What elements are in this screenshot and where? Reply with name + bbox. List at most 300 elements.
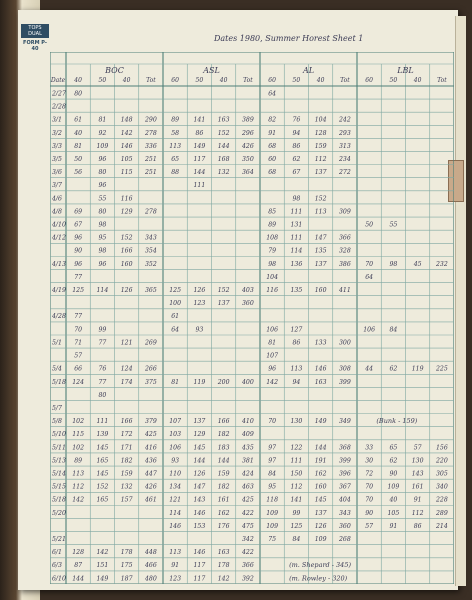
data-cell: 161 xyxy=(411,483,424,491)
data-cell: 232 xyxy=(435,260,448,268)
data-cell: 98 xyxy=(292,195,301,203)
data-cell: 133 xyxy=(314,339,327,347)
data-cell: 166 xyxy=(120,418,133,426)
data-cell: 178 xyxy=(217,562,230,570)
data-cell: 163 xyxy=(217,549,230,557)
data-cell: 159 xyxy=(120,470,133,478)
data-cell: 328 xyxy=(338,247,351,255)
data-cell: 115 xyxy=(72,431,85,439)
data-cell: 69 xyxy=(74,208,83,216)
data-cell: 475 xyxy=(241,522,254,530)
data-cell: 113 xyxy=(169,142,182,150)
date-column-header: Date xyxy=(50,77,66,84)
data-cell: 137 xyxy=(314,169,327,177)
data-cell: 96 xyxy=(74,234,83,242)
data-cell: 162 xyxy=(217,509,230,517)
data-cell: 148 xyxy=(120,116,133,124)
data-cell: 61 xyxy=(74,116,83,124)
data-cell: 300 xyxy=(338,339,351,347)
data-cell: 99 xyxy=(98,326,107,334)
data-cell: 84 xyxy=(292,536,301,544)
data-cell: 422 xyxy=(241,509,254,517)
row-date: 4/8 xyxy=(52,208,62,216)
data-cell: 124 xyxy=(72,378,85,386)
data-cell: 157 xyxy=(120,496,133,504)
margin-note-bunk: (Bunk - 159) xyxy=(376,417,418,426)
column-header: 40 xyxy=(74,77,82,84)
row-date: 3/1 xyxy=(52,116,62,124)
data-cell: 123 xyxy=(193,300,206,308)
data-cell: 70 xyxy=(74,326,83,334)
data-cell: 272 xyxy=(338,169,351,177)
row-date: 5/4 xyxy=(52,365,62,373)
data-cell: 67 xyxy=(292,169,301,177)
data-cell: 214 xyxy=(435,522,448,530)
data-cell: 90 xyxy=(365,509,374,517)
data-cell: 106 xyxy=(169,444,182,452)
data-cell: 125 xyxy=(290,522,303,530)
data-cell: 58 xyxy=(171,129,180,137)
data-cell: 480 xyxy=(144,575,157,583)
data-cell: 296 xyxy=(241,129,254,137)
data-cell: 80 xyxy=(74,90,83,98)
data-cell: 111 xyxy=(290,234,303,242)
data-cell: 182 xyxy=(120,457,133,465)
data-cell: 365 xyxy=(144,287,157,295)
data-cell: 89 xyxy=(268,221,277,229)
group-header-lbl: LBL xyxy=(397,66,414,75)
data-cell: 145 xyxy=(193,444,206,452)
data-cell: 132 xyxy=(217,169,230,177)
data-cell: 166 xyxy=(217,418,230,426)
data-cell: 340 xyxy=(435,483,448,491)
data-cell: 98 xyxy=(389,260,398,268)
data-cell: 68 xyxy=(268,142,277,150)
data-cell: 65 xyxy=(171,155,180,163)
data-cell: 425 xyxy=(241,496,254,504)
data-cell: 251 xyxy=(144,155,157,163)
data-cell: 146 xyxy=(193,549,206,557)
data-cell: 447 xyxy=(144,470,157,478)
data-cell: 400 xyxy=(241,378,254,386)
data-cell: 141 xyxy=(193,116,206,124)
data-cell: 104 xyxy=(266,273,279,281)
data-cell: 152 xyxy=(96,483,109,491)
data-cell: 117 xyxy=(193,155,206,163)
data-cell: 112 xyxy=(314,155,327,163)
data-cell: 160 xyxy=(314,287,327,295)
data-cell: 126 xyxy=(193,470,206,478)
data-cell: 77 xyxy=(98,339,107,347)
column-header: 60 xyxy=(268,77,276,84)
data-cell: 96 xyxy=(268,365,277,373)
data-cell: 86 xyxy=(292,142,301,150)
data-cell: 151 xyxy=(96,562,109,570)
data-cell: 147 xyxy=(314,234,327,242)
data-cell: 375 xyxy=(144,378,157,386)
data-cell: 40 xyxy=(389,496,398,504)
data-cell: 112 xyxy=(72,483,85,491)
row-date: 4/28 xyxy=(52,313,66,321)
data-cell: 113 xyxy=(169,549,182,557)
data-cell: 399 xyxy=(338,378,351,386)
row-date: 5/14 xyxy=(52,470,66,478)
data-cell: 404 xyxy=(338,496,351,504)
data-cell: 111 xyxy=(193,182,206,190)
column-header: 40 xyxy=(413,77,422,84)
data-cell: 86 xyxy=(195,129,204,137)
data-cell: 91 xyxy=(389,522,398,530)
row-date: 3/3 xyxy=(52,142,62,150)
data-cell: 349 xyxy=(338,418,351,426)
data-cell: 125 xyxy=(72,287,85,295)
data-cell: 84 xyxy=(268,470,277,478)
data-cell: 33 xyxy=(365,444,374,452)
data-cell: 121 xyxy=(169,496,182,504)
column-header: 60 xyxy=(365,77,373,84)
data-cell: 389 xyxy=(241,116,254,124)
row-date: 5/10 xyxy=(52,431,66,439)
data-cell: 152 xyxy=(120,234,133,242)
data-cell: 379 xyxy=(144,418,157,426)
data-cell: 50 xyxy=(74,155,83,163)
data-cell: 91 xyxy=(268,129,277,137)
data-cell: 137 xyxy=(314,260,327,268)
data-cell: 129 xyxy=(120,208,133,216)
data-cell: 92 xyxy=(98,129,107,137)
data-cell: 146 xyxy=(193,509,206,517)
data-cell: 368 xyxy=(338,444,351,452)
data-cell: 100 xyxy=(169,300,182,308)
data-cell: 305 xyxy=(435,470,448,478)
data-cell: 162 xyxy=(314,470,327,478)
row-date: 5/21 xyxy=(52,536,66,544)
data-cell: 87 xyxy=(74,562,83,570)
data-cell: 182 xyxy=(217,431,230,439)
data-cell: 174 xyxy=(120,378,133,386)
data-cell: 251 xyxy=(144,169,157,177)
data-cell: 107 xyxy=(169,418,182,426)
data-cell: 64 xyxy=(171,326,180,334)
data-cell: 220 xyxy=(435,457,448,465)
row-date: 4/6 xyxy=(52,195,62,203)
data-cell: 366 xyxy=(241,562,254,570)
data-cell: 182 xyxy=(217,483,230,491)
data-cell: 72 xyxy=(365,470,374,478)
data-cell: 90 xyxy=(389,470,398,478)
data-cell: 67 xyxy=(74,221,83,229)
data-cell: 135 xyxy=(290,287,303,295)
data-cell: 80 xyxy=(98,169,107,177)
data-cell: 146 xyxy=(314,365,327,373)
row-date: 3/7 xyxy=(52,182,62,190)
data-cell: 71 xyxy=(74,339,83,347)
data-cell: 278 xyxy=(144,208,157,216)
data-cell: 76 xyxy=(292,116,301,124)
data-cell: 160 xyxy=(314,483,327,491)
data-cell: 55 xyxy=(389,221,398,229)
data-cell: 106 xyxy=(266,326,279,334)
row-date: 4/19 xyxy=(52,287,66,295)
data-cell: 125 xyxy=(169,287,182,295)
column-header: Tot xyxy=(146,77,156,84)
data-cell: 130 xyxy=(411,457,424,465)
data-cell: 141 xyxy=(290,496,303,504)
data-cell: 62 xyxy=(389,457,398,465)
data-cell: 142 xyxy=(72,496,85,504)
data-cell: 77 xyxy=(74,273,83,281)
data-cell: 109 xyxy=(387,483,400,491)
data-cell: 144 xyxy=(217,457,230,465)
data-cell: 95 xyxy=(98,234,107,242)
data-cell: 105 xyxy=(387,509,400,517)
data-cell: 96 xyxy=(98,260,107,268)
column-header: 40 xyxy=(219,77,228,84)
data-cell: 360 xyxy=(241,300,254,308)
data-cell: 94 xyxy=(292,378,301,386)
data-cell: 111 xyxy=(290,208,303,216)
data-cell: 55 xyxy=(98,195,107,203)
data-cell: 108 xyxy=(266,234,279,242)
data-cell: 95 xyxy=(268,483,277,491)
row-date: 2/27 xyxy=(52,90,66,98)
data-cell: 98 xyxy=(268,260,277,268)
data-cell: 396 xyxy=(338,470,351,478)
data-cell: 81 xyxy=(171,378,180,386)
page-edge xyxy=(455,16,466,586)
data-cell: 308 xyxy=(338,365,351,373)
data-cell: 142 xyxy=(217,575,230,583)
data-cell: 118 xyxy=(266,496,279,504)
data-cell: 106 xyxy=(363,326,376,334)
column-header: Tot xyxy=(243,77,253,84)
data-cell: 422 xyxy=(241,549,254,557)
data-cell: 121 xyxy=(120,339,133,347)
data-cell: 62 xyxy=(292,155,301,163)
data-cell: 176 xyxy=(217,522,230,530)
data-cell: 144 xyxy=(217,142,230,150)
form-logo: TOPS DUAL xyxy=(21,24,49,38)
data-cell: 172 xyxy=(120,431,133,439)
data-cell: 70 xyxy=(365,483,374,491)
data-cell: 124 xyxy=(120,365,133,373)
data-cell: 161 xyxy=(217,496,230,504)
data-cell: 81 xyxy=(74,142,83,150)
data-cell: 137 xyxy=(193,418,206,426)
data-cell: 88 xyxy=(171,169,180,177)
data-cell: 128 xyxy=(314,129,327,137)
data-cell: 93 xyxy=(171,457,180,465)
data-cell: 137 xyxy=(314,509,327,517)
data-cell: 139 xyxy=(96,431,109,439)
group-header-asl: ASL xyxy=(203,66,220,75)
data-cell: 68 xyxy=(268,169,277,177)
data-cell: 354 xyxy=(144,247,157,255)
data-cell: 77 xyxy=(74,313,83,321)
data-cell: 80 xyxy=(98,208,107,216)
data-cell: 114 xyxy=(290,247,303,255)
data-cell: 171 xyxy=(120,444,133,452)
data-cell: 126 xyxy=(314,522,327,530)
data-cell: 103 xyxy=(169,431,182,439)
data-cell: 80 xyxy=(98,391,107,399)
data-cell: 30 xyxy=(365,457,374,465)
column-header: 50 xyxy=(292,77,301,84)
row-date: 6/3 xyxy=(52,562,62,570)
row-date: 6/10 xyxy=(52,575,66,583)
data-cell: 293 xyxy=(338,129,351,137)
row-date: 5/8 xyxy=(52,418,62,426)
data-cell: 96 xyxy=(74,260,83,268)
data-cell: 57 xyxy=(413,444,422,452)
data-cell: 114 xyxy=(96,287,109,295)
data-cell: 98 xyxy=(98,247,107,255)
data-cell: 64 xyxy=(365,273,374,281)
data-cell: 130 xyxy=(290,418,303,426)
data-cell: 61 xyxy=(171,313,180,321)
data-cell: 342 xyxy=(241,536,254,544)
data-cell: 269 xyxy=(144,339,157,347)
data-cell: 113 xyxy=(290,365,303,373)
data-cell: 153 xyxy=(193,522,206,530)
data-cell: 40 xyxy=(74,129,83,137)
data-cell: 145 xyxy=(96,444,109,452)
data-cell: 143 xyxy=(411,470,424,478)
data-cell: 91 xyxy=(171,562,180,570)
row-date: 5/1 xyxy=(52,339,62,347)
data-cell: 89 xyxy=(171,116,180,124)
data-cell: 117 xyxy=(193,562,206,570)
data-cell: 76 xyxy=(98,365,107,373)
data-cell: 115 xyxy=(120,169,133,177)
data-cell: 142 xyxy=(266,378,279,386)
data-cell: 99 xyxy=(292,509,301,517)
data-cell: 96 xyxy=(98,182,107,190)
data-cell: 144 xyxy=(314,444,327,452)
data-cell: 142 xyxy=(120,129,133,137)
data-cell: 70 xyxy=(365,496,374,504)
data-cell: 97 xyxy=(268,444,277,452)
row-date: 5/7 xyxy=(52,404,62,412)
data-cell: 91 xyxy=(413,496,422,504)
data-cell: 79 xyxy=(268,247,277,255)
data-cell: 123 xyxy=(169,575,182,583)
data-cell: 426 xyxy=(144,483,157,491)
data-cell: 146 xyxy=(120,142,133,150)
data-cell: 381 xyxy=(241,457,254,465)
data-cell: 84 xyxy=(389,326,398,334)
data-cell: 364 xyxy=(241,169,254,177)
data-cell: 64 xyxy=(268,90,277,98)
column-header: 40 xyxy=(316,77,325,84)
data-cell: 60 xyxy=(268,155,277,163)
data-cell: 145 xyxy=(314,496,327,504)
data-cell: 107 xyxy=(266,352,279,360)
data-cell: 116 xyxy=(120,195,133,203)
data-cell: 65 xyxy=(389,444,398,452)
data-cell: 425 xyxy=(144,431,157,439)
data-cell: 113 xyxy=(72,470,85,478)
data-cell: 104 xyxy=(314,116,327,124)
data-cell: 165 xyxy=(96,496,109,504)
data-cell: 119 xyxy=(411,365,424,373)
data-cell: 150 xyxy=(290,470,303,478)
data-cell: 463 xyxy=(241,483,254,491)
column-header: 60 xyxy=(171,77,179,84)
data-cell: 309 xyxy=(338,208,351,216)
data-cell: 159 xyxy=(217,470,230,478)
form-number: FORM P-40 xyxy=(23,40,47,52)
data-cell: 266 xyxy=(144,365,157,373)
data-cell: 187 xyxy=(120,575,133,583)
data-cell: 163 xyxy=(217,116,230,124)
data-cell: 416 xyxy=(144,444,157,452)
data-cell: 110 xyxy=(169,470,182,478)
data-cell: 116 xyxy=(266,287,279,295)
row-date: 4/12 xyxy=(52,234,66,242)
data-cell: 89 xyxy=(74,457,83,465)
data-cell: 146 xyxy=(169,522,182,530)
column-header: Tot xyxy=(340,77,350,84)
data-cell: 409 xyxy=(241,431,254,439)
data-cell: 435 xyxy=(241,444,254,452)
column-header: 50 xyxy=(195,77,204,84)
data-cell: 96 xyxy=(98,155,107,163)
data-cell: 448 xyxy=(144,549,157,557)
data-cell: 113 xyxy=(314,208,327,216)
data-cell: 137 xyxy=(217,300,230,308)
data-cell: 44 xyxy=(365,365,374,373)
data-cell: 81 xyxy=(268,339,277,347)
data-cell: 94 xyxy=(292,129,301,137)
data-cell: 128 xyxy=(72,549,85,557)
data-cell: 109 xyxy=(266,509,279,517)
ledger-grid xyxy=(50,52,454,588)
data-cell: 152 xyxy=(314,195,327,203)
row-date: 4/13 xyxy=(52,260,66,268)
data-cell: 98 xyxy=(98,221,107,229)
data-cell: 175 xyxy=(120,562,133,570)
data-cell: 163 xyxy=(314,378,327,386)
data-cell: 178 xyxy=(120,549,133,557)
data-cell: 268 xyxy=(338,536,351,544)
data-cell: 147 xyxy=(193,483,206,491)
data-cell: 70 xyxy=(365,260,374,268)
data-cell: 200 xyxy=(217,378,230,386)
column-header: 50 xyxy=(389,77,398,84)
data-cell: 426 xyxy=(241,142,254,150)
data-cell: 62 xyxy=(389,365,398,373)
data-cell: 66 xyxy=(74,365,83,373)
data-cell: 119 xyxy=(193,378,206,386)
data-cell: 57 xyxy=(74,352,83,360)
data-cell: 343 xyxy=(144,234,157,242)
data-cell: 278 xyxy=(144,129,157,137)
data-cell: 109 xyxy=(314,536,327,544)
data-cell: 129 xyxy=(193,431,206,439)
data-cell: 360 xyxy=(338,522,351,530)
data-cell: 111 xyxy=(290,457,303,465)
data-cell: 392 xyxy=(241,575,254,583)
data-cell: 366 xyxy=(338,234,351,242)
data-cell: 136 xyxy=(290,260,303,268)
data-cell: 191 xyxy=(314,457,327,465)
data-cell: 149 xyxy=(96,575,109,583)
data-cell: 82 xyxy=(268,116,277,124)
row-date: 4/10 xyxy=(52,221,66,229)
data-cell: 97 xyxy=(268,457,277,465)
row-date: 5/15 xyxy=(52,483,66,491)
